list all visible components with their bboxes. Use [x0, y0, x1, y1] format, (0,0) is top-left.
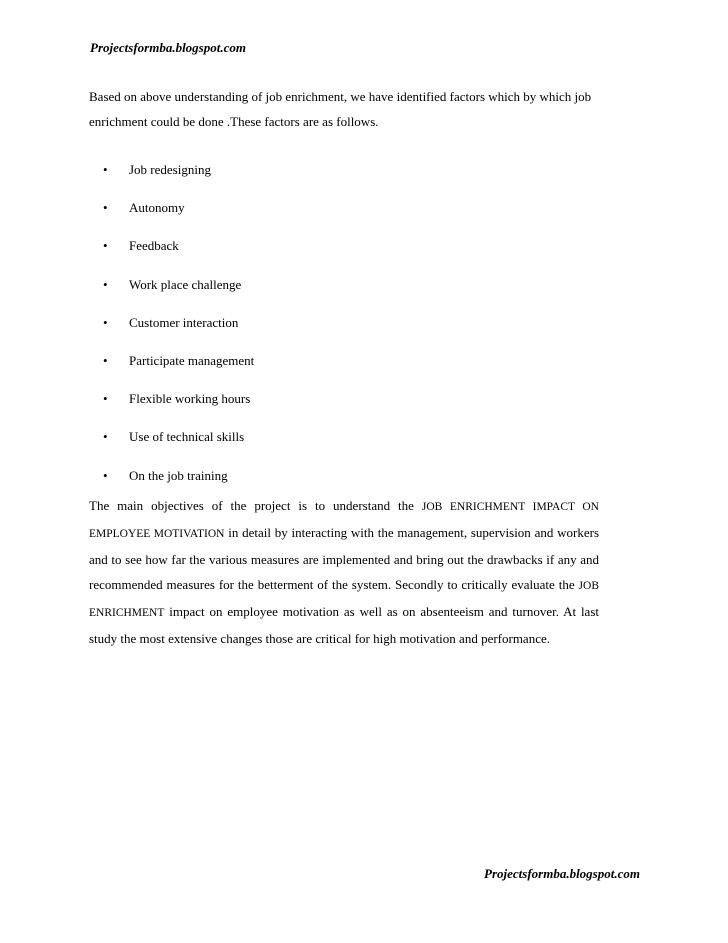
factor-label: Participate management	[129, 352, 255, 368]
bullet-icon: •	[103, 391, 108, 407]
intro-paragraph: Based on above understanding of job enrichment, we have identified factors which by which job enrichment could be done .These factors are as follows.	[89, 89, 592, 129]
page-header: Projectsformba.blogspot.com	[90, 40, 246, 55]
objectives-paragraph	[89, 493, 599, 651]
factor-label: Job redesigning	[129, 162, 211, 177]
bullet-icon: •	[103, 162, 108, 177]
factor-label: Feedback	[129, 238, 179, 254]
factor-label: Flexible working hours	[129, 391, 251, 407]
bullet-icon: •	[103, 352, 108, 368]
objectives-text-2: in detail by interacting with the management, supervision and workers and to see how far the various measures are implemented and bring out the drawbacks if any and recommended measures for the betterment of the system. Secondly to critically evaluate the	[89, 525, 599, 592]
bullet-icon: •	[103, 429, 108, 445]
factor-label: Customer interaction	[129, 314, 239, 330]
page-footer: Projectsformba.blogspot.com	[484, 866, 640, 881]
factor-label: Work place challenge	[129, 276, 242, 292]
factor-label: Autonomy	[129, 200, 185, 216]
bullet-icon: •	[103, 276, 108, 292]
bullet-icon: •	[103, 200, 108, 216]
bullet-icon: •	[103, 467, 108, 483]
bullet-icon: •	[103, 238, 108, 254]
factor-label: Use of technical skills	[129, 429, 245, 445]
factor-label: On the job training	[129, 467, 228, 483]
objectives-caps-2: JOB ENRICHMENT	[89, 580, 599, 619]
objectives-text-3: impact on employee motivation as well as on absenteeism and turnover. At last study the most extensive changes those are critical for high motivation and performance.	[89, 604, 599, 646]
objectives-caps-1: JOB ENRICHMENT IMPACT ON EMPLOYEE MOTIVATION	[89, 501, 599, 540]
bullet-icon: •	[103, 314, 108, 330]
objectives-text-1: The main objectives of the project is to understand the	[89, 498, 422, 513]
